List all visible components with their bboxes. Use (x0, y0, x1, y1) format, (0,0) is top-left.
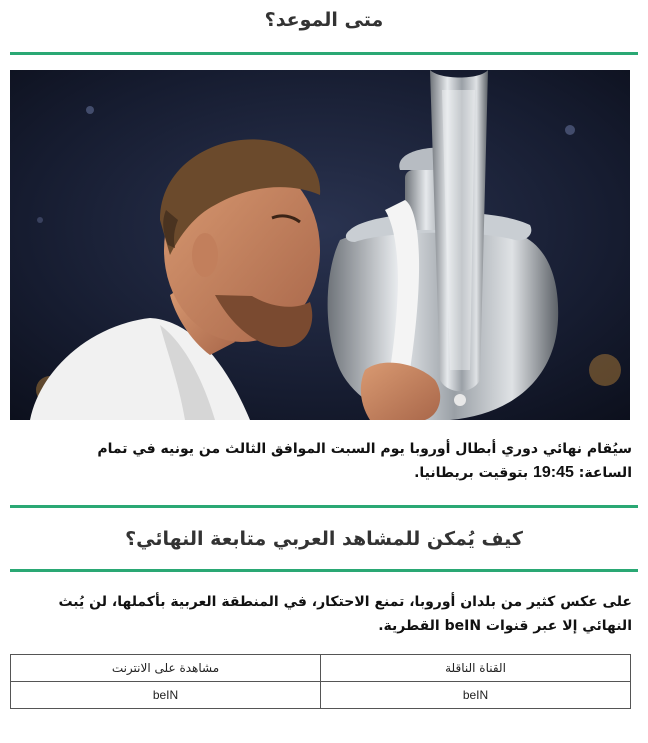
broadcast-paragraph: على عكس كثير من بلدان أوروبا، تمنع الاحتكار، في المنطقة العربية بأكملها، لن يُبث النهائي إلا عبر قنوات beIN القطرية. (58, 594, 632, 634)
caption-suffix: بتوقيت بريطانيا. (414, 465, 529, 481)
channels-table (10, 654, 631, 709)
table-header-cell: مشاهدة على الانترنت (11, 655, 321, 682)
section-heading-when: متى الموعد؟ (264, 9, 384, 31)
section-divider (10, 569, 638, 572)
table-cell: beIN (321, 682, 631, 709)
section-heading-how: كيف يُمكن للمشاهد العربي متابعة النهائي؟ (125, 528, 523, 550)
match-photo (10, 70, 630, 420)
match-caption (52, 437, 632, 485)
section-divider (10, 52, 638, 55)
table-header-row (11, 655, 631, 682)
table-row (11, 682, 631, 709)
caption-prefix: سيُقام نهائي دوري أبطال أوروبا يوم السبت الموافق الثالث من يونيه في تمام الساعة: (97, 441, 632, 481)
caption-time: 19:45 (532, 464, 574, 481)
table-header-cell: القناة الناقلة (321, 655, 631, 682)
table-cell: beIN (11, 682, 321, 709)
section-divider (10, 505, 638, 508)
